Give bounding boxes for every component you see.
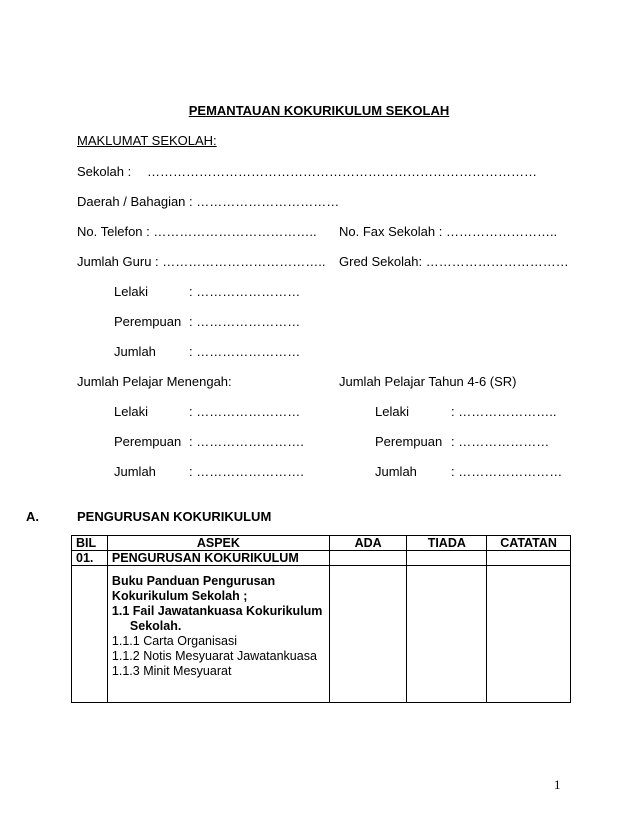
pelajar-menengah-label: Jumlah Pelajar Menengah: xyxy=(77,374,232,389)
table-row xyxy=(72,566,571,703)
sr-jumlah-value: : …………………… xyxy=(451,464,563,479)
section-letter: A. xyxy=(26,509,39,524)
menengah-jumlah-label: Jumlah xyxy=(114,464,156,479)
guru-jumlah-value: : …………………… xyxy=(189,344,301,359)
body-line: Buku Panduan Pengurusan xyxy=(111,574,276,588)
header-catatan: CATATAN xyxy=(487,536,571,551)
row-aspek: PENGURUSAN KOKURIKULUM xyxy=(107,551,329,566)
table-header-row xyxy=(72,536,571,551)
body-line: 1.1.3 Minit Mesyuarat xyxy=(111,664,232,678)
aspek-table xyxy=(71,535,571,703)
header-aspek: ASPEK xyxy=(107,536,329,551)
body-line: 1.1.2 Notis Mesyuarat Jawatankuasa xyxy=(111,649,317,663)
body-line: 1.1.1 Carta Organisasi xyxy=(111,634,237,648)
jumlah-guru-field: Jumlah Guru : ……………………………….. xyxy=(77,254,326,269)
menengah-lelaki-value: : …………………… xyxy=(189,404,301,419)
sr-lelaki-label: Lelaki xyxy=(375,404,409,419)
sekolah-dots: ……………………………………………………………………………… xyxy=(147,164,537,179)
body-bil-cell xyxy=(72,566,108,703)
sr-perempuan-value: : ………………… xyxy=(451,434,550,449)
table-row xyxy=(72,551,571,566)
menengah-perempuan-label: Perempuan xyxy=(114,434,182,449)
sr-lelaki-value: : ………………….. xyxy=(451,404,557,419)
row-tiada-cell xyxy=(407,551,487,566)
row-bil: 01. xyxy=(72,551,108,566)
daerah-field: Daerah / Bahagian : …………………………… xyxy=(77,194,340,209)
menengah-lelaki-label: Lelaki xyxy=(114,404,148,419)
body-line: 1.1 Fail Jawatankuasa Kokurikulum xyxy=(111,604,323,618)
header-ada: ADA xyxy=(329,536,407,551)
fax-field: No. Fax Sekolah : …………………….. xyxy=(339,224,558,239)
body-aspek-cell xyxy=(107,566,329,703)
body-line: Sekolah. xyxy=(129,619,182,633)
sr-jumlah-label: Jumlah xyxy=(375,464,417,479)
page-title: PEMANTAUAN KOKURIKULUM SEKOLAH xyxy=(188,103,450,118)
body-ada-cell xyxy=(329,566,407,703)
body-catatan-cell xyxy=(487,566,571,703)
header-tiada: TIADA xyxy=(407,536,487,551)
pelajar-sr-label: Jumlah Pelajar Tahun 4-6 (SR) xyxy=(339,374,517,389)
section-heading: PENGURUSAN KOKURIKULUM xyxy=(77,509,272,524)
body-tiada-cell xyxy=(407,566,487,703)
sr-perempuan-label: Perempuan xyxy=(375,434,443,449)
maklumat-heading: MAKLUMAT SEKOLAH: xyxy=(77,133,217,148)
header-bil: BIL xyxy=(72,536,108,551)
guru-lelaki-value: : …………………… xyxy=(189,284,301,299)
guru-jumlah-label: Jumlah xyxy=(114,344,156,359)
sekolah-label: Sekolah : xyxy=(77,164,132,179)
row-catatan-cell xyxy=(487,551,571,566)
telefon-field: No. Telefon : ……………………………….. xyxy=(77,224,317,239)
menengah-perempuan-value: : ……………………. xyxy=(189,434,304,449)
guru-perempuan-label: Perempuan xyxy=(114,314,182,329)
menengah-jumlah-value: : ……………………. xyxy=(189,464,304,479)
page-number: 1 xyxy=(554,777,561,792)
gred-field: Gred Sekolah: …………………………… xyxy=(339,254,569,269)
body-line: Kokurikulum Sekolah ; xyxy=(111,589,248,603)
row-ada-cell xyxy=(329,551,407,566)
guru-lelaki-label: Lelaki xyxy=(114,284,148,299)
guru-perempuan-value: : …………………… xyxy=(189,314,301,329)
